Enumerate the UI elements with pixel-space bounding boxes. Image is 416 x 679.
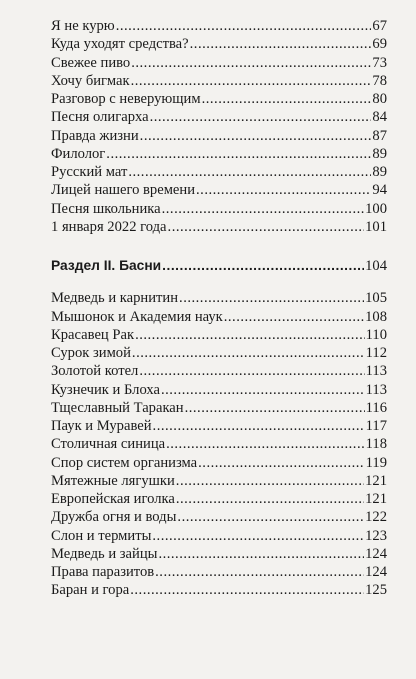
leader-dots (176, 472, 364, 490)
toc-entry-title: Тщеславный Таракан (51, 399, 184, 416)
toc-entry-page: 87 (372, 127, 387, 144)
toc-entry-page: 108 (365, 308, 387, 325)
toc-entry-title: Хочу бигмак (51, 72, 130, 89)
leader-dots (198, 454, 365, 472)
toc-entry-page: 121 (365, 491, 387, 507)
leader-dots (128, 163, 371, 181)
toc-entry-page: 110 (365, 326, 387, 343)
toc-entry-title: Филолог (51, 145, 106, 162)
toc-entry (51, 200, 387, 218)
toc-entry (51, 17, 387, 35)
leader-dots (179, 289, 364, 307)
toc-entry (51, 454, 387, 472)
toc-part-2 (51, 289, 387, 599)
toc-entry (51, 344, 387, 362)
leader-dots (224, 308, 364, 326)
leader-dots (155, 563, 364, 581)
leader-dots (130, 581, 364, 599)
toc-entry-title: 1 января 2022 года (51, 218, 167, 235)
toc-entry (51, 490, 387, 508)
table-of-contents (51, 0, 387, 600)
toc-entry-page: 125 (365, 582, 387, 599)
leader-dots (202, 90, 372, 108)
toc-entry (51, 163, 387, 181)
toc-entry (51, 545, 387, 563)
toc-entry-page: 78 (372, 72, 387, 89)
toc-entry-page: 100 (365, 200, 387, 217)
leader-dots (166, 435, 365, 453)
toc-entry-title: Слон и термиты (51, 527, 152, 544)
leader-dots (158, 545, 364, 563)
leader-dots (177, 508, 364, 526)
toc-entry-page: 124 (365, 545, 387, 562)
leader-dots (152, 527, 364, 545)
toc-entry (51, 417, 387, 435)
toc-entry-title: Права паразитов (51, 564, 155, 580)
toc-entry (51, 581, 387, 599)
leader-dots (161, 381, 365, 399)
toc-entry-title: Я не курю (51, 18, 115, 34)
toc-entry (51, 127, 387, 145)
toc-entry-page: 117 (365, 418, 387, 434)
toc-entry-title: Свежее пиво (51, 54, 131, 71)
toc-entry-title: Русский мат (51, 164, 128, 180)
toc-entry-title: Кузнечик и Блоха (51, 381, 160, 398)
toc-entry (51, 472, 387, 490)
toc-entry (51, 508, 387, 526)
leader-dots (153, 417, 365, 435)
leader-dots (196, 181, 371, 199)
toc-entry-page: 84 (372, 109, 387, 126)
toc-entry-title: Спор систем организма (51, 454, 198, 471)
toc-entry-page: 101 (365, 218, 387, 235)
toc-entry-title: Мышонок и Академия наук (51, 308, 223, 325)
leader-dots (116, 17, 372, 35)
toc-entry-page: 116 (365, 399, 387, 416)
toc-entry (51, 399, 387, 417)
leader-dots (140, 127, 372, 145)
leader-dots (131, 54, 371, 72)
toc-entry-title: Паук и Муравей (51, 418, 152, 434)
toc-entry (51, 90, 387, 108)
toc-entry (51, 381, 387, 399)
toc-entry (51, 435, 387, 453)
toc-entry-title: Столичная синица (51, 436, 166, 453)
toc-entry-title: Разговор с неверующим (51, 91, 201, 107)
toc-entry-page: 67 (372, 18, 387, 34)
leader-dots (176, 490, 364, 508)
toc-entry-page: 122 (365, 509, 387, 526)
toc-entry-page: 123 (365, 527, 387, 544)
toc-entry-title: Медведь и карнитин (51, 290, 179, 307)
section-title: Раздел II. Басни (51, 258, 162, 273)
toc-entry-title: Европейская иголка (51, 491, 175, 507)
toc-entry-title: Песня олигарха (51, 109, 149, 126)
toc-entry-page: 89 (372, 145, 387, 162)
toc-entry-page: 73 (372, 54, 387, 71)
toc-entry-page: 94 (372, 182, 387, 199)
toc-entry-title: Мятежные лягушки (51, 472, 175, 489)
toc-entry (51, 145, 387, 163)
toc-entry-page: 121 (365, 472, 387, 489)
toc-entry (51, 54, 387, 72)
toc-entry-page: 124 (365, 564, 387, 580)
leader-dots (135, 326, 365, 344)
leader-dots (139, 362, 364, 380)
toc-entry-title: Правда жизни (51, 127, 139, 144)
toc-entry-page: 118 (365, 436, 387, 453)
toc-entry-page: 113 (365, 381, 387, 398)
toc-entry (51, 563, 387, 581)
toc-entry-page: 113 (365, 363, 387, 380)
leader-dots (185, 399, 365, 417)
section-page: 104 (365, 258, 387, 274)
toc-entry-title: Лицей нашего времени (51, 182, 196, 199)
toc-entry (51, 181, 387, 199)
toc-entry-title: Баран и гора (51, 582, 130, 599)
section-heading (51, 257, 387, 275)
leader-dots (190, 35, 372, 53)
leader-dots (106, 145, 371, 163)
toc-entry-title: Сурок зимой (51, 345, 131, 361)
toc-entry (51, 362, 387, 380)
toc-entry (51, 527, 387, 545)
toc-entry-page: 105 (365, 290, 387, 307)
toc-entry (51, 308, 387, 326)
toc-entry-title: Куда уходят средства? (51, 36, 189, 53)
leader-dots (150, 108, 372, 126)
toc-entry (51, 35, 387, 53)
leader-dots (162, 200, 364, 218)
leader-dots (132, 344, 365, 362)
toc-entry (51, 72, 387, 90)
toc-entry-page: 89 (372, 164, 387, 180)
toc-entry-page: 119 (365, 454, 387, 471)
toc-entry (51, 326, 387, 344)
leader-dots (162, 257, 364, 275)
toc-entry (51, 218, 387, 236)
toc-entry-page: 112 (365, 345, 387, 361)
toc-entry-title: Красавец Рак (51, 326, 135, 343)
leader-dots (131, 72, 372, 90)
toc-entry-page: 80 (372, 91, 387, 107)
toc-entry-page: 69 (372, 36, 387, 53)
toc-part-1 (51, 17, 387, 236)
toc-entry-title: Песня школьника (51, 200, 161, 217)
leader-dots (168, 218, 365, 236)
toc-entry-title: Золотой котел (51, 363, 139, 380)
toc-entry-title: Медведь и зайцы (51, 545, 158, 562)
toc-entry (51, 289, 387, 307)
toc-entry-title: Дружба огня и воды (51, 509, 177, 526)
toc-entry (51, 108, 387, 126)
